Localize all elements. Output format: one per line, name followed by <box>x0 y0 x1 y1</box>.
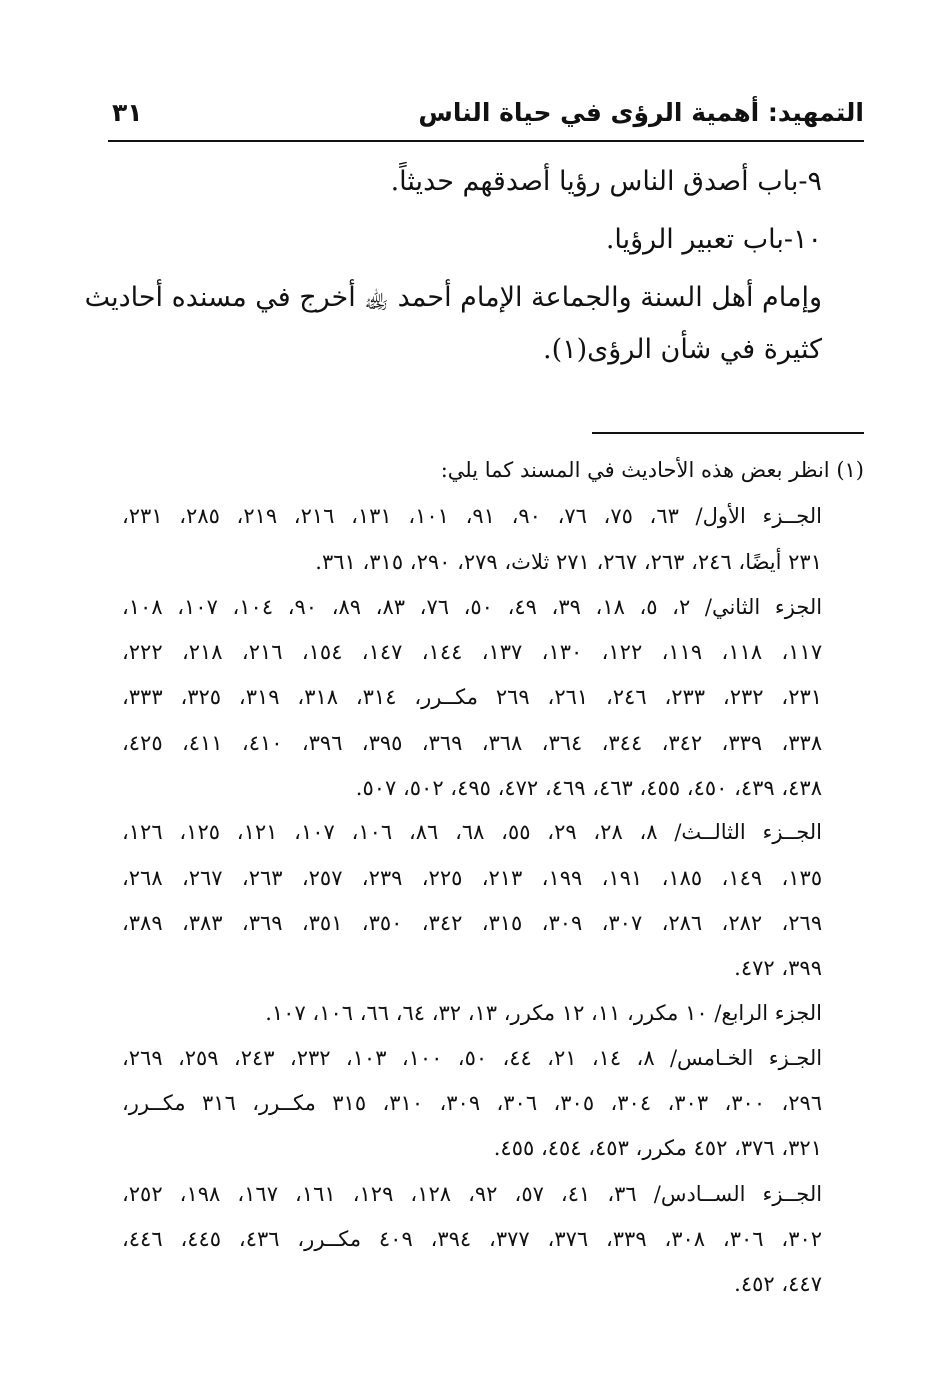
footnote-line: الجزء الرابع/ ١٠ مكرر، ١١، ١٢ مكرر، ١٣، ٣٢، ٦٤، ٦٦، ١٠٦، ١٠٧. <box>265 1001 822 1025</box>
footnote-line: ٢٩٦، ٣٠٠، ٣٠٣، ٣٠٤، ٣٠٥، ٣٠٦، ٣٠٩، ٣١٠، ٣١٥ مكــرر، ٣١٦ مكــرر، <box>122 1091 823 1115</box>
footnote-line: ٢٣١، ٢٣٢، ٢٣٣، ٢٤٦، ٢٦١، ٢٦٩ مكــرر، ٣١٤، ٣١٨، ٣١٩، ٣٢٥، ٣٣٣، <box>122 685 823 709</box>
footnote-line: الجــزء الســادس/ ٣٦، ٤١، ٥٧، ٩٢، ١٢٨، ١٢٩، ١٦١، ١٦٧، ١٩٨، ٢٥٢، <box>122 1182 823 1206</box>
footnote-line: ٣٩٩، ٤٧٢. <box>734 956 822 980</box>
footnote-divider <box>592 432 864 434</box>
footnote-line: ١١٧، ١١٨، ١١٩، ١٢٢، ١٣٠، ١٣٧، ١٤٤، ١٤٧، ١٥٤، ٢١٦، ٢١٨، ٢٢٢، <box>122 640 823 664</box>
footnote-line: ٤٤٧، ٤٥٢. <box>734 1272 822 1296</box>
body-line: وإمام أهل السنة والجماعة الإمام أحمد ﵀ أخرج في مسنده أحاديث <box>84 282 822 313</box>
footnote-line: (١) انظر بعض هذه الأحاديث في المسند كما يلي: <box>440 458 864 482</box>
footnote-line: الجــزء الأول/ ٦٣، ٧٥، ٧٦، ٩٠، ٩١، ١٠١، ١٣١، ٢١٦، ٢١٩، ٢٨٥، ٢٣١، <box>122 504 823 528</box>
running-header <box>112 92 864 132</box>
page-number: ٣١ <box>112 98 143 127</box>
footnote-line: ٣٢١، ٣٧٦، ٤٥٢ مكرر، ٤٥٣، ٤٥٤، ٤٥٥. <box>493 1136 822 1160</box>
header-divider <box>108 140 864 142</box>
footnote-line: ٣٣٨، ٣٣٩، ٣٤٢، ٣٤٤، ٣٦٤، ٣٦٨، ٣٦٩، ٣٩٥، ٣٩٦، ٤١٠، ٤١١، ٤٢٥، <box>122 731 823 755</box>
footnote-line: ٣٠٢، ٣٠٦، ٣٠٨، ٣٣٩، ٣٧٦، ٣٧٧، ٣٩٤، ٤٠٩ مكــرر، ٤٣٦، ٤٤٥، ٤٤٦، <box>122 1227 823 1251</box>
footnote-line: الجـزء الخـامس/ ٨، ١٤، ٢١، ٤٤، ٥٠، ١٠٠، ١٠٣، ٢٣٢، ٢٤٣، ٢٥٩، ٢٦٩، <box>122 1046 823 1070</box>
footnote-line: ٤٣٨، ٤٣٩، ٤٥٠، ٤٥٥، ٤٦٣، ٤٦٩، ٤٧٢، ٤٩٥، ٥٠٢، ٥٠٧. <box>355 776 822 800</box>
footnote-line: الجزء الثاني/ ٢، ٥، ١٨، ٣٩، ٤٩، ٥٠، ٧٦، ٨٣، ٨٩، ٩٠، ١٠٤، ١٠٧، ١٠٨، <box>122 595 823 619</box>
body-line: كثيرة في شأن الرؤى(١). <box>542 334 822 365</box>
chapter-title: التمهيد: أهمية الرؤى في حياة الناس <box>418 98 864 127</box>
footnote-line: ١٣٥، ١٤٩، ١٨٥، ١٩١، ١٩٩، ٢١٣، ٢٢٥، ٢٣٩، ٢٥٧، ٢٦٣، ٢٦٧، ٢٦٨، <box>122 866 823 890</box>
body-line: ١٠-باب تعبير الرؤيا. <box>605 224 822 255</box>
footnote-line: الجــزء الثالــث/ ٨، ٢٨، ٢٩، ٥٥، ٦٨، ٨٦، ١٠٦، ١٠٧، ١٢١، ١٢٥، ١٢٦، <box>122 820 823 844</box>
footnote-line: ٢٦٩، ٢٨٢، ٢٨٦، ٣٠٧، ٣٠٩، ٣١٥، ٣٤٢، ٣٥٠، ٣٥١، ٣٦٩، ٣٨٣، ٣٨٩، <box>122 911 823 935</box>
footnote-line: ٢٣١ أيضًا، ٢٤٦، ٢٦٣، ٢٦٧، ٢٧١ ثلاث، ٢٧٩، ٢٩٠، ٣١٥، ٣٦١. <box>315 550 822 574</box>
body-line: ٩-باب أصدق الناس رؤيا أصدقهم حديثاً. <box>390 166 822 197</box>
